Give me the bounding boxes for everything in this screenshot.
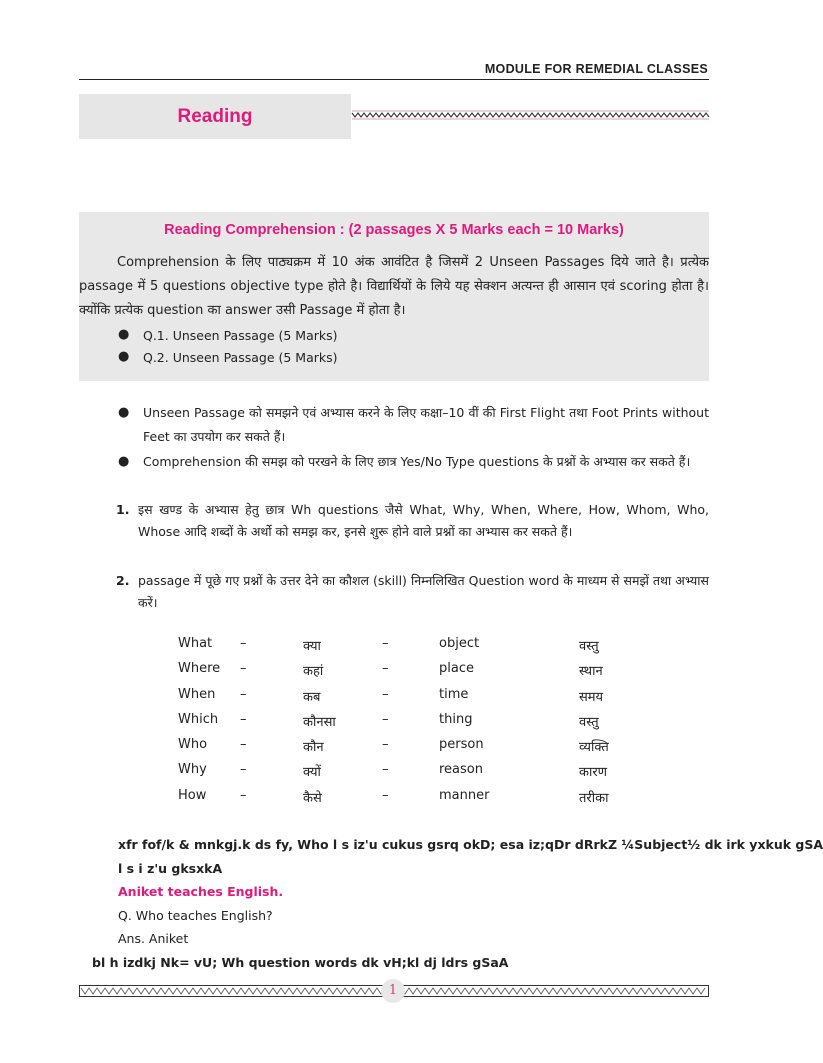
bullet-dot: ● — [118, 327, 130, 342]
example-instruction-line1: xfr fof/k & mnkgj.k ds fy, Who l s iz'u cukus gsrq okD; esa iz;qDr dRrkZ ¼Subject½ dk irk yxkuk gSA — [118, 837, 823, 852]
practice-note: bl h izdkj Nk= vU; Wh question words dk vH;kl dj ldrs gSaA — [92, 955, 509, 970]
table-row: Who – कौन – person व्यक्ति — [178, 737, 609, 756]
decorative-zigzag-rule — [352, 110, 709, 120]
page-number: 1 — [381, 979, 405, 1003]
point-2-question-words: 2. passage में पूछे गए प्रश्नों के उत्तर देने का कौशल (skill) निम्नलिखित Question word के माध्यम से समझें तथा अभ्यास करें। — [116, 570, 709, 614]
question-word-table — [178, 636, 678, 813]
section-title: Reading — [177, 106, 253, 127]
bullet-dot: ● — [118, 405, 130, 420]
table-row: Which – कौनसा – thing वस्तु — [178, 711, 599, 730]
table-row: Where – कहां – place स्थान — [178, 661, 603, 680]
table-row: How – कैसे – manner तरीका — [178, 787, 609, 806]
table-row: What – क्या – object वस्तु — [178, 636, 599, 654]
example-answer: Ans. Aniket — [118, 931, 189, 946]
bullet-dot: ● — [118, 349, 130, 364]
bullet-dot: ● — [118, 454, 130, 469]
example-instruction-line2: l s i z'u gksxkA — [118, 861, 223, 876]
module-header: MODULE FOR REMEDIAL CLASSES — [484, 62, 708, 76]
bullet-q1: ● Q.1. Unseen Passage (5 Marks) — [118, 327, 338, 343]
point-1-wh-questions: 1. इस खण्ड के अभ्यास हेतु छात्र Wh questions जैसे What, Why, When, Where, How, Whom, Who, Whose आदि शब्दों के अर्थो को समझ कर, इनसे शुरू होने वाले प्रश्नों का अभ्यास कर सकते हैं। — [116, 499, 709, 543]
comprehension-paragraph: Comprehension के लिए पाठ्यक्रम में 10 अंक आवंटित है जिसमें 2 Unseen Passages दिये जाते है। प्रत्येक passage में 5 questions objective type होते है। विद्यार्थियों के लिये यह सेक्शन अत्यन्त ही आसान एवं scoring होता है। क्योंकि प्रत्येक question का answer उसी Passage में होता है। — [79, 255, 709, 318]
header-rule — [79, 79, 709, 80]
point-number: 2. — [116, 573, 130, 588]
bullet-q2: ● Q.2. Unseen Passage (5 Marks) — [118, 349, 338, 365]
example-sentence: Aniket teaches English. — [118, 884, 284, 899]
point-number: 1. — [116, 502, 130, 517]
comprehension-title: Reading Comprehension : (2 passages X 5 Marks each = 10 Marks) — [164, 222, 624, 238]
point-comprehension: ● Comprehension की समझ को परखने के लिए छात्र Yes/No Type questions के प्रश्नों के अभ्यास कर सकते हैं। — [118, 451, 709, 473]
example-question: Q. Who teaches English? — [118, 908, 273, 923]
table-row: When – कब – time समय — [178, 686, 604, 705]
table-row: Why – क्यों – reason कारण — [178, 762, 608, 781]
point-unseen-passage: ● Unseen Passage को समझने एवं अभ्यास करने के लिए कक्षा–10 वीं की First Flight तथा Foot Prints without Feet का उपयोग कर सकते हैं। — [118, 401, 709, 449]
